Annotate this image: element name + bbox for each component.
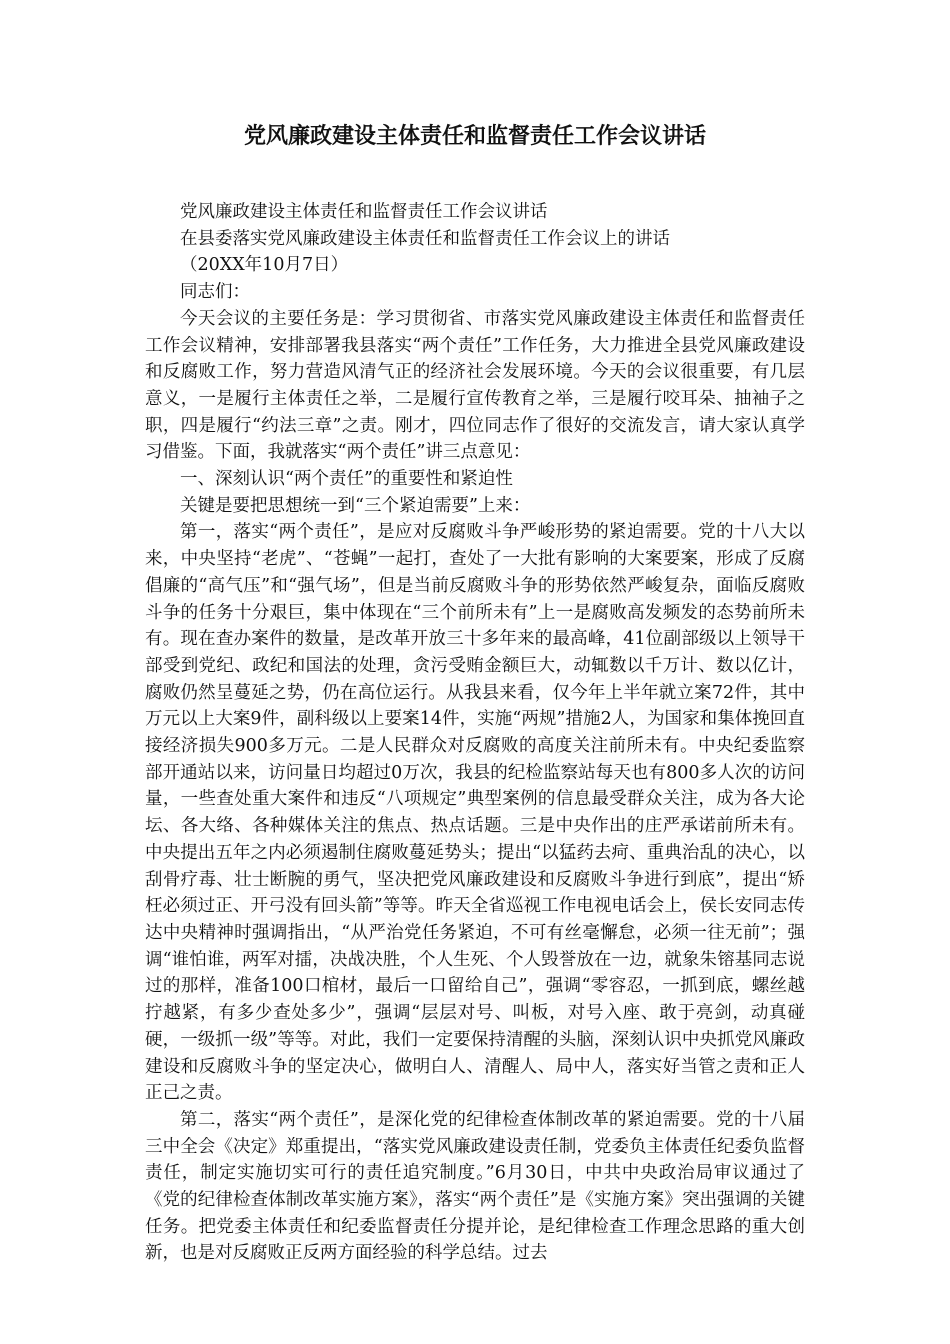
salutation-paragraph: 同志们：: [180, 282, 250, 303]
second-point-paragraph: 第二，落实“两个责任”，是深化党的纪律检查体制改革的紧迫需要。党的十八届三中全会《决定》郑重提出，“落实党风廉政建设责任制，党委负主体责任纪委负监督责任，制定实施切实可行的责任追究制度。”6月30日，中共中央政治局审议通过了《党的纪律检查体制改革实施方案》，落实“两个责任”是《实施方案》突出强调的关键任务。把党委主体责任和纪委监督责任分提并论，是纪律检查工作理念思路的重大创新，也是对反腐败正反两方面经验的科学总结。过去: [145, 1109, 805, 1264]
key-point-paragraph: 关键是要把思想统一到“三个紧迫需要”上来：: [180, 495, 531, 516]
document-body: [145, 199, 805, 1267]
first-point-paragraph: 第一，落实“两个责任”，是应对反腐败斗争严峻形势的紧迫需要。党的十八大以来，中央坚持“老虎”、“苍蝇”一起打，查处了一大批有影响的大案要案，形成了反腐倡廉的“高气压”和“强气场”，但是当前反腐败斗争的形势依然严峻复杂，面临反腐败斗争的任务十分艰巨，集中体现在“三个前所未有”上一是腐败高发频发的态势前所未有。现在查办案件的数量，是改革开放三十多年来的最高峰，41位副部级以上领导干部受到党纪、政纪和国法的处理，贪污受贿金额巨大，动辄数以千万计、数以亿计，腐败仍然呈蔓延之势，仍在高位运行。从我县来看，仅今年上半年就立案72件，其中万元以上大案9件，副科级以上要案14件，实施“两规”措施2人，为国家和集体挽回直接经济损失900多万元。二是人民群众对反腐败的高度关注前所未有。中央纪委监察部开通站以来，访问量日均超过0万次，我县的纪检监察站每天也有800多人次的访问量，一些查处重大案件和违反“八项规定”典型案例的信息最受群众关注，成为各大论坛、各大络、各种媒体关注的焦点、热点话题。三是中央作出的庄严承诺前所未有。中央提出五年之内必须遏制住腐败蔓延势头；提出“以猛药去疴、重典治乱的决心，以刮骨疗毒、壮士断腕的勇气，坚决把党风廉政建设和反腐败斗争进行到底”，提出“矫枉必须过正、开弓没有回头箭”等等。昨天全省巡视工作电视电话会上，侯长安同志传达中央精神时强调指出，“从严治党任务紧迫，不可有丝毫懈怠，必须一往无前”；强调“谁怕谁，两军对擂，决战决胜，个人生死、个人毁誉放在一边，就象朱镕基同志说过的那样，准备100口棺材，最后一口留给自己”，强调“零容忍，一抓到底，螺丝越拧越紧，有多少查处多少”，强调“层层对号、叫板，对号入座、敢于亮剑，动真碰硬，一级抓一级”等等。对此，我们一定要保持清醒的头脑，深刻认识中央抓党风廉政建设和反腐败斗争的坚定决心，做明白人、清醒人、局中人，落实好当管之责和正人正己之责。: [145, 522, 805, 1104]
section-heading-1: 一、深刻认识“两个责任”的重要性和紧迫性: [180, 469, 513, 490]
intro-paragraph: 今天会议的主要任务是：学习贯彻省、市落实党风廉政建设主体责任和监督责任工作会议精神，安排部署我县落实“两个责任”工作任务，大力推进全县党风廉政建设和反腐败工作，努力营造风清气正的经济社会发展环境。今天的会议很重要，有几层意义，一是履行主体责任之举，二是履行宣传教育之举，三是履行咬耳朵、抽袖子之职，四是履行“约法三章”之责。刚才，四位同志作了很好的交流发言，请大家认真学习借鉴。下面，我就落实“两个责任”讲三点意见：: [145, 308, 805, 463]
document-title: 党风廉政建设主体责任和监督责任工作会议讲话: [243, 124, 706, 149]
speech-occasion-paragraph: 在县委落实党风廉政建设主体责任和监督责任工作会议上的讲话: [180, 228, 670, 249]
subtitle-paragraph: 党风廉政建设主体责任和监督责任工作会议讲话: [180, 202, 548, 222]
speech-date-paragraph: （20XX年10月7日）: [180, 255, 349, 276]
